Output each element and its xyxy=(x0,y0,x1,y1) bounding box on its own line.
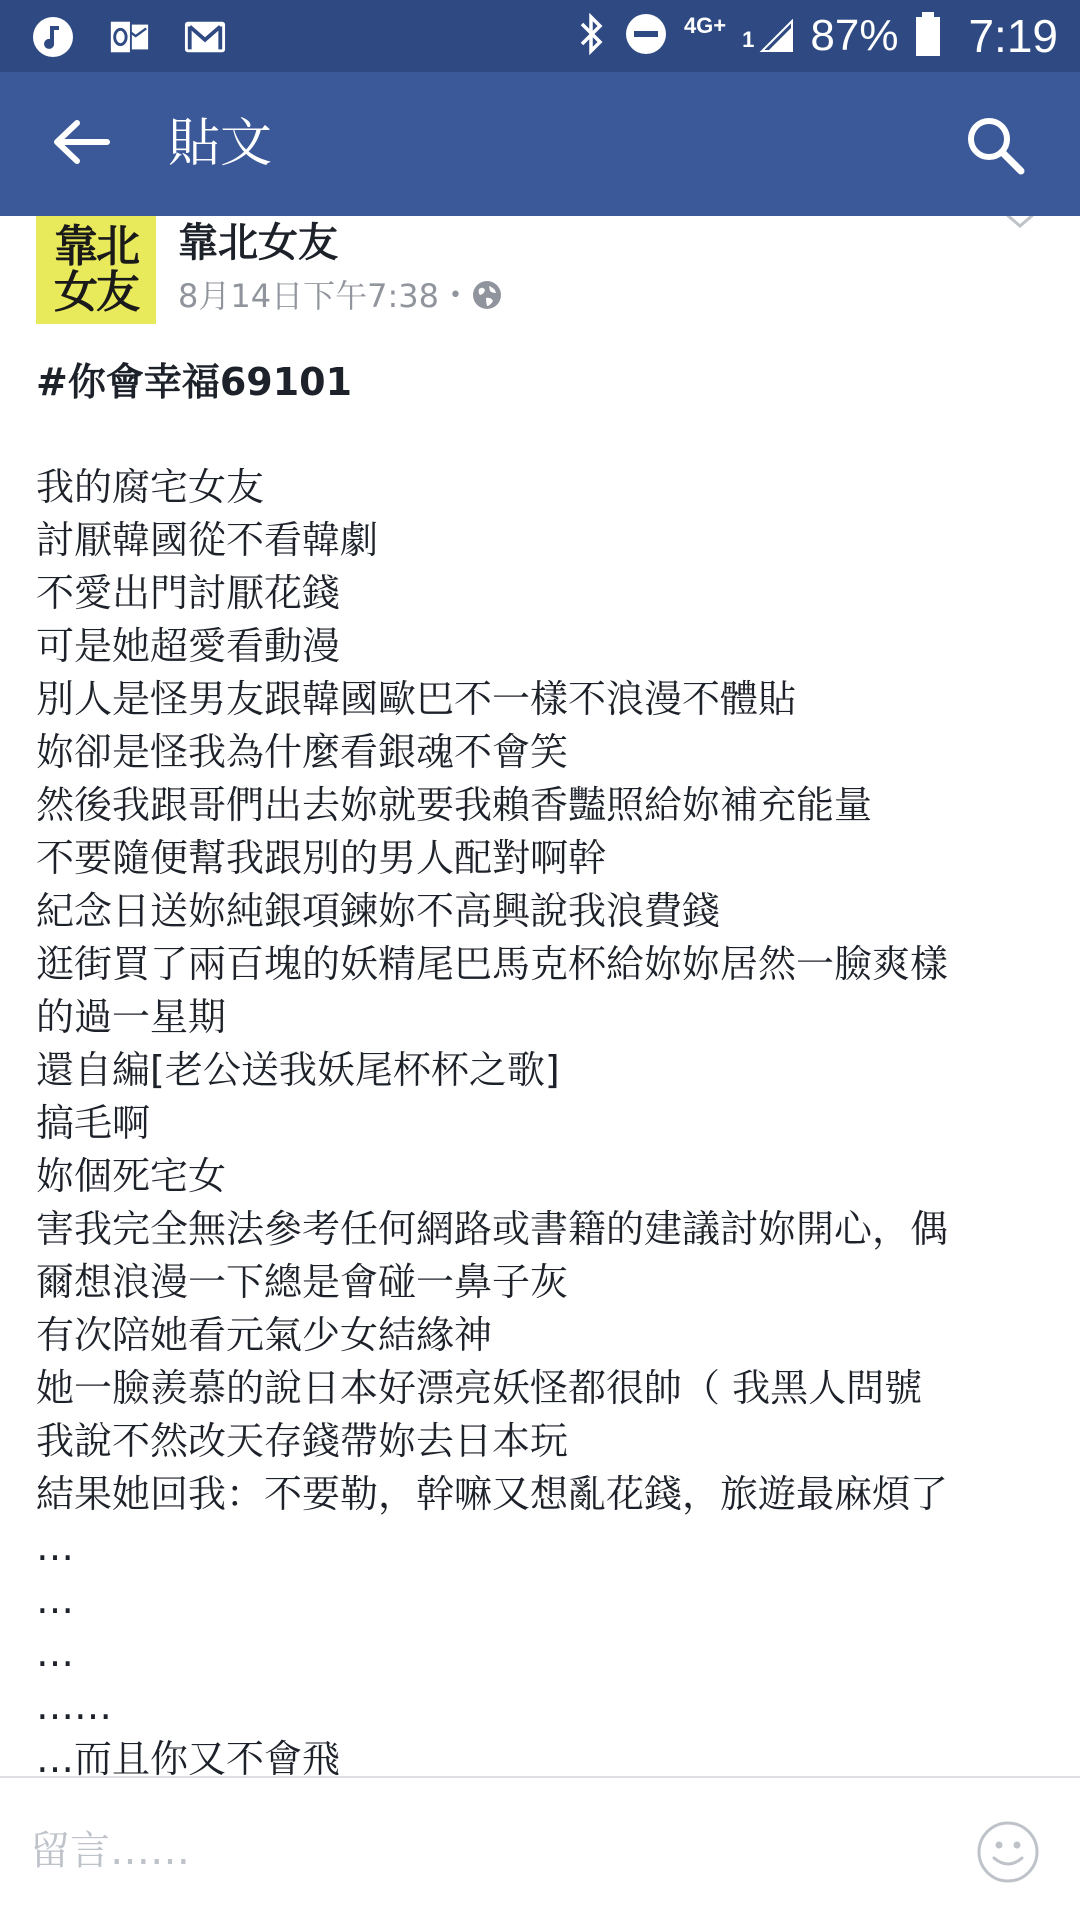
battery-icon xyxy=(914,10,942,62)
hashtag-link[interactable]: #你會幸福69101 xyxy=(36,360,353,404)
back-arrow-icon xyxy=(51,117,111,171)
system-status xyxy=(576,0,1058,72)
post-line: …… xyxy=(36,1684,112,1728)
post-line: 還自編[老公送我妖尾杯杯之歌] xyxy=(36,1048,560,1092)
notification-icons xyxy=(32,16,226,58)
signal-sim-number: 1 xyxy=(742,27,755,52)
post-line: 有次陪她看元氣少女結緣神 xyxy=(36,1313,493,1357)
emoji-icon xyxy=(976,1869,1040,1888)
post-line: 可是她超愛看動漫 xyxy=(36,624,341,668)
page-name[interactable]: 靠北女友 xyxy=(178,220,338,266)
post-line: 搞毛啊 xyxy=(36,1101,151,1145)
post-line: 妳個死宅女 xyxy=(36,1154,227,1198)
post-line: 我說不然改天存錢帶妳去日本玩 xyxy=(36,1419,569,1463)
comment-bar xyxy=(0,1776,1080,1922)
post-meta xyxy=(178,276,504,316)
post-line: 她一臉羨慕的說日本好漂亮妖怪都很帥（ 我黑人問號 xyxy=(36,1366,923,1410)
post-line: 不愛出門討厭花錢 xyxy=(36,571,341,615)
search-button[interactable] xyxy=(960,112,1030,182)
outlook-icon xyxy=(108,16,150,58)
bluetooth-icon xyxy=(576,12,608,60)
post-line: 別人是怪男友跟韓國歐巴不一樣不浪漫不體貼 xyxy=(36,677,797,721)
post-line: … xyxy=(36,1631,74,1675)
post-line: … xyxy=(36,1525,74,1569)
status-bar xyxy=(0,0,1080,72)
music-icon xyxy=(32,16,74,58)
page-title: 貼文 xyxy=(168,114,273,174)
post-line: 妳卻是怪我為什麼看銀魂不會笑 xyxy=(36,730,569,774)
do-not-disturb-icon xyxy=(624,12,668,60)
post-line: 紀念日送妳純銀項鍊妳不高興說我浪費錢 xyxy=(36,889,721,933)
network-type: 4G+ xyxy=(683,13,727,38)
post-timestamp[interactable]: 8月14日下午7:38 xyxy=(178,277,439,315)
post-line: 的過一星期 xyxy=(36,995,227,1039)
chevron-down-icon[interactable] xyxy=(1002,216,1038,238)
post-line: 討厭韓國從不看韓劇 xyxy=(36,518,379,562)
back-button[interactable] xyxy=(46,112,116,176)
post-line: 逛街買了兩百塊的妖精尾巴馬克杯給妳妳居然一臉爽樣 xyxy=(36,942,949,986)
post-line: 不要隨便幫我跟別的男人配對啊幹 xyxy=(36,836,607,880)
post-line: …而且你又不會飛 xyxy=(36,1737,341,1776)
avatar-logo-text: 靠北 女友 xyxy=(54,221,138,318)
globe-icon xyxy=(472,280,504,312)
post-body xyxy=(36,461,1046,1776)
clock: 7:19 xyxy=(968,10,1058,62)
post-line: 爾想浪漫一下總是會碰一鼻子灰 xyxy=(36,1260,569,1304)
post-line: … xyxy=(36,1578,74,1622)
post-line: 我的腐宅女友 xyxy=(36,465,265,509)
post xyxy=(0,216,1080,1776)
post-line: 結果她回我：不要勒，幹嘛又想亂花錢，旅遊最麻煩了 xyxy=(36,1472,949,1516)
post-line: 害我完全無法參考任何網路或書籍的建議討妳開心，偶 xyxy=(36,1207,949,1251)
post-line: 然後我跟哥們出去妳就要我賴香豔照給妳補充能量 xyxy=(36,783,873,827)
gmail-icon xyxy=(184,16,226,58)
battery-percent: 87% xyxy=(810,11,899,60)
signal-icon xyxy=(742,19,794,53)
comment-input[interactable] xyxy=(28,1814,932,1888)
avatar[interactable] xyxy=(36,216,156,324)
emoji-button[interactable] xyxy=(976,1820,1040,1884)
search-icon xyxy=(963,113,1027,181)
app-bar xyxy=(0,72,1080,216)
meta-separator: • xyxy=(448,283,462,308)
